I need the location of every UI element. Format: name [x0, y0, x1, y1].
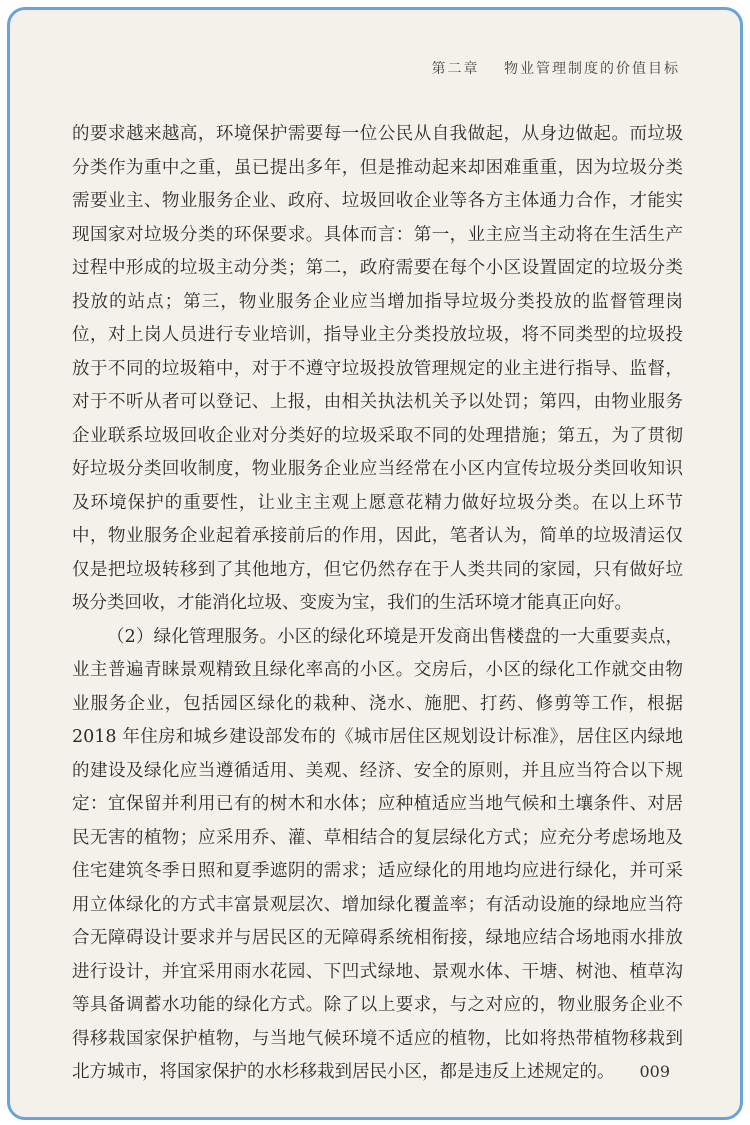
text-line: 得移栽国家保护植物，与当地气候环境不适应的植物，比如将热带植物移栽到: [72, 1028, 683, 1049]
page-number: 009: [639, 1062, 670, 1081]
text-line: 业主普遍青睐景观精致且绿化率高的小区。交房后，小区的绿化工作就交由物: [72, 660, 683, 680]
text-line: 仅是把垃圾转移到了其他地方，但它仍然存在于人类共同的家园，只有做好垃: [72, 559, 683, 580]
text-line: 需要业主、物业服务企业、政府、垃圾回收企业等各方主体通力合作，才能实: [72, 191, 683, 211]
text-line: 及环境保护的重要性，让业主主观上愿意花精力做好垃圾分类。在以上环节: [72, 492, 683, 513]
text-line: 中，物业服务企业起着承接前后的作用，因此，笔者认为，简单的垃圾清运仅: [72, 526, 683, 546]
running-head: [414, 58, 680, 78]
chapter-label: 第二章: [431, 61, 480, 77]
text-line: 的建设及绿化应当遵循适用、美观、经济、安全的原则，并且应当符合以下规: [72, 760, 683, 781]
text-line: 位，对上岗人员进行专业培训，指导业主分类投放垃圾，将不同类型的垃圾投: [72, 325, 683, 345]
text-line: 圾分类回收，才能消化垃圾、变废为宝，我们的生活环境才能真正向好。: [72, 593, 632, 613]
body-text: [72, 118, 683, 1090]
text-line: 放于不同的垃圾箱中，对于不遵守垃圾投放管理规定的业主进行指导、监督，: [72, 358, 683, 379]
text-line: 定：宜保留并利用已有的树木和水体；应种植适应当地气候和土壤条件、对居: [72, 794, 683, 814]
page: [7, 7, 743, 1120]
text-line: 2018 年住房和城乡建设部发布的《城市居住区规划设计标准》，居住区内绿地: [72, 727, 683, 747]
text-line: 用立体绿化的方式丰富景观层次、增加绿化覆盖率；有活动设施的绿地应当符: [72, 894, 683, 915]
text-line: 等具备调蓄水功能的绿化方式。除了以上要求，与之对应的，物业服务企业不: [72, 995, 683, 1015]
chapter-title: 物业管理制度的价值目标: [504, 61, 680, 77]
text-line: （2）绿化管理服务。小区的绿化环境是开发商出售楼盘的一大重要卖点，: [107, 626, 683, 647]
text-line: 投放的站点；第三，物业服务企业应当增加指导垃圾分类投放的监督管理岗: [72, 291, 683, 312]
text-line: 合无障碍设计要求并与居民区的无障碍系统相衔接，绿地应结合场地雨水排放: [72, 928, 683, 948]
text-line: 好垃圾分类回收制度，物业服务企业应当经常在小区内宣传垃圾分类回收知识: [72, 459, 683, 479]
text-line: 过程中形成的垃圾主动分类；第二，政府需要在每个小区设置固定的垃圾分类: [72, 258, 683, 278]
text-line: 民无害的植物；应采用乔、灌、草相结合的复层绿化方式；应充分考虑场地及: [72, 827, 683, 848]
text-line: 现国家对垃圾分类的环保要求。具体而言：第一，业主应当主动将在生活生产: [72, 224, 683, 245]
text-line: 北方城市，将国家保护的水杉移栽到居民小区，都是违反上述规定的。: [72, 1062, 615, 1082]
text-line: 企业联系垃圾回收企业对分类好的垃圾采取不同的处理措施；第五，为了贯彻: [72, 425, 683, 446]
text-line: 住宅建筑冬季日照和夏季遮阴的需求；适应绿化的用地均应进行绿化，并可采: [72, 861, 683, 881]
text-line: 业服务企业，包括园区绿化的栽种、浇水、施肥、打药、修剪等工作，根据: [72, 693, 683, 714]
text-line: 进行设计，并宜采用雨水花园、下凹式绿地、景观水体、干塘、树池、植草沟: [72, 961, 683, 982]
text-line: 分类作为重中之重，虽已提出多年，但是推动起来却困难重重，因为垃圾分类: [72, 157, 683, 178]
text-line: 对于不听从者可以登记、上报，由相关执法机关予以处罚；第四，由物业服务: [72, 392, 683, 412]
text-line: 的要求越来越高，环境保护需要每一位公民从自我做起，从身边做起。而垃圾: [72, 124, 683, 144]
